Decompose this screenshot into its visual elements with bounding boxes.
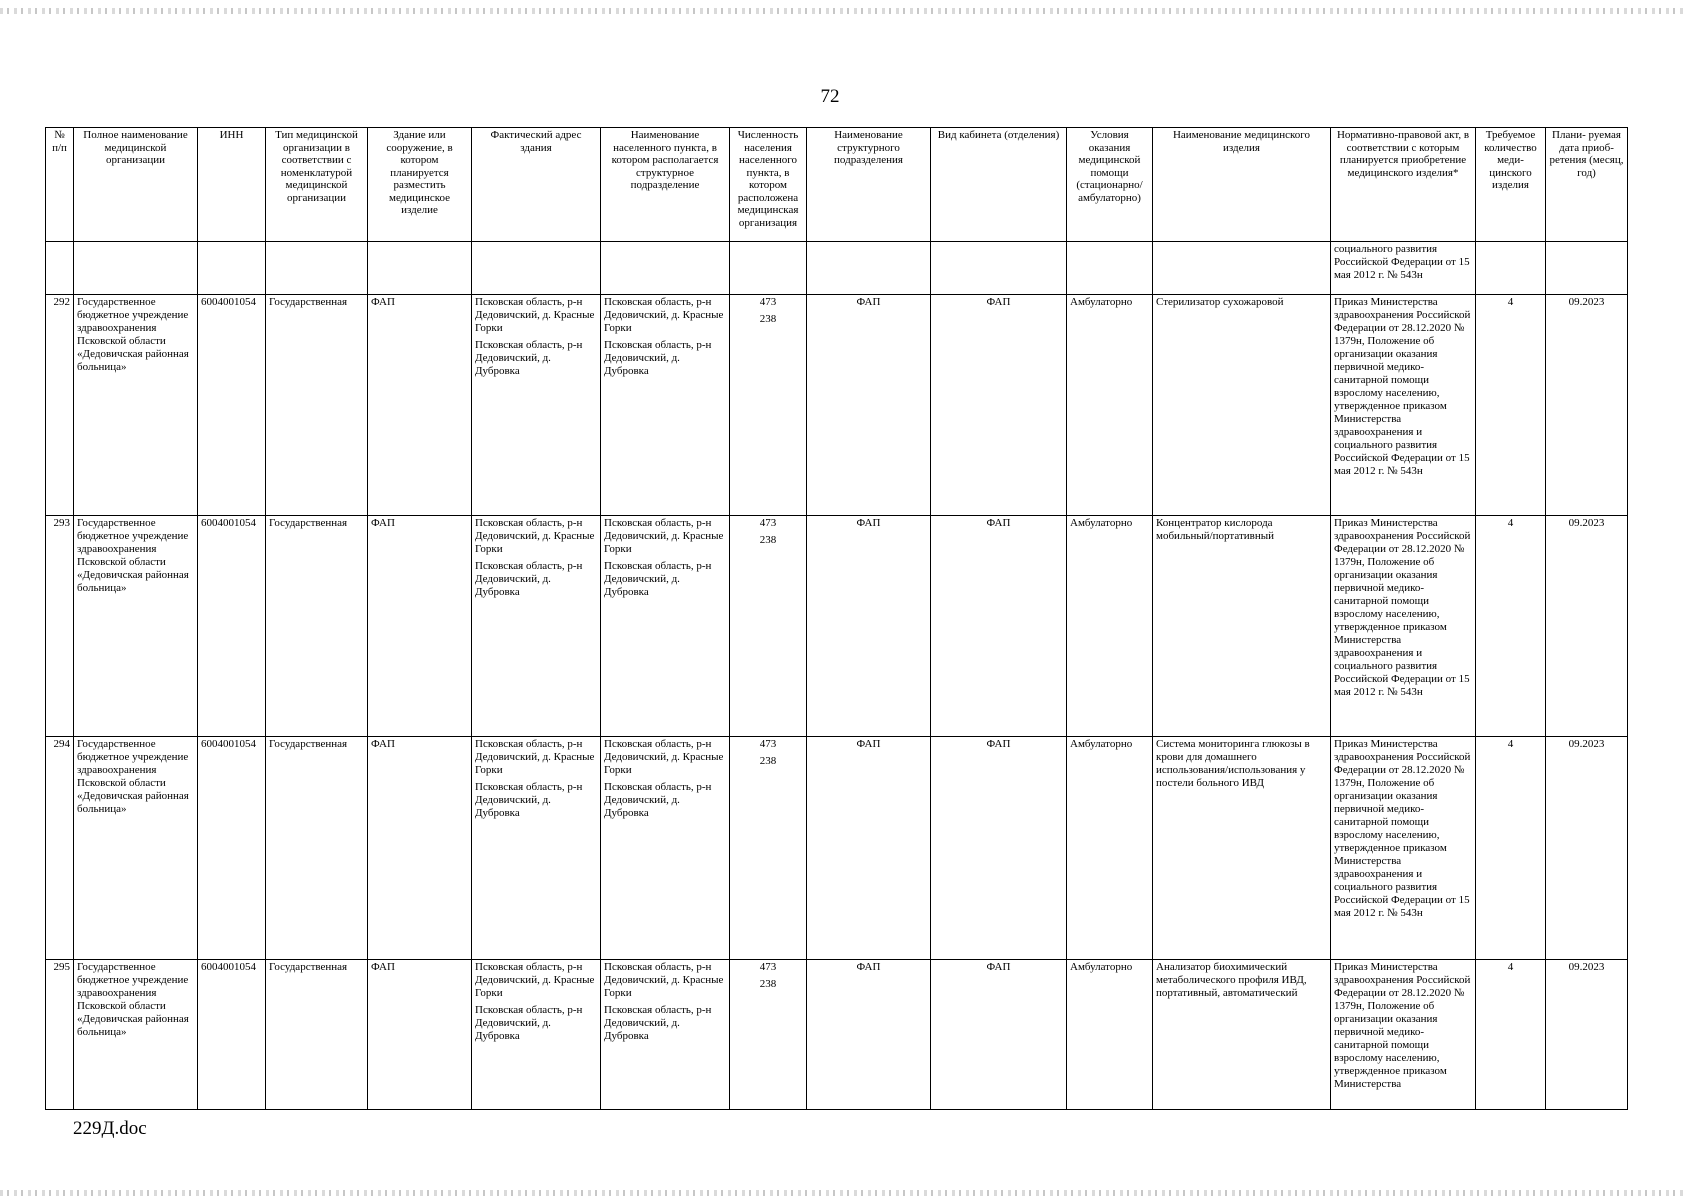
actual-address bbox=[472, 516, 601, 737]
footer-filename: 229Д.doc bbox=[73, 1118, 147, 1139]
org-name: Государственное бюджетное учреждение здравоохранения Псковской области «Дедовичская районная больница» bbox=[74, 295, 198, 516]
locality-line: Псковская область, р-н Дедовичский, д. Дубровка bbox=[604, 1004, 712, 1042]
population-value: 238 bbox=[759, 313, 777, 325]
row-number: 292 bbox=[46, 295, 74, 516]
continuation-act-text: социального развития Российской Федерации от 15 мая 2012 г. № 543н bbox=[1331, 242, 1476, 295]
org-type: Государственная bbox=[266, 960, 368, 1110]
cabinet-type: ФАП bbox=[931, 516, 1067, 737]
population-value: 473 bbox=[759, 961, 777, 973]
purchase-date: 09.2023 bbox=[1546, 960, 1628, 1110]
population-value: 238 bbox=[759, 534, 777, 546]
inn: 6004001054 bbox=[198, 516, 266, 737]
org-type: Государственная bbox=[266, 516, 368, 737]
header-cell: Требуемое количество меди- цинского изделия bbox=[1476, 128, 1546, 242]
table-row bbox=[46, 295, 1628, 516]
population-value: 473 bbox=[759, 296, 777, 308]
table-header-row bbox=[46, 128, 1628, 242]
inn: 6004001054 bbox=[198, 295, 266, 516]
care-conditions: Амбулаторно bbox=[1067, 295, 1153, 516]
structural-unit: ФАП bbox=[807, 295, 931, 516]
address-line: Псковская область, р-н Дедовичский, д. Дубровка bbox=[475, 1004, 583, 1042]
locality-line: Псковская область, р-н Дедовичский, д. Красные Горки bbox=[604, 961, 724, 999]
building: ФАП bbox=[368, 516, 472, 737]
row-number: 293 bbox=[46, 516, 74, 737]
table-row bbox=[46, 960, 1628, 1110]
device-name: Анализатор биохимический метаболического профиля ИВД, портативный, автоматический bbox=[1153, 960, 1331, 1110]
address-line: Псковская область, р-н Дедовичский, д. Красные Горки bbox=[475, 738, 595, 776]
header-cell: Фактический адрес здания bbox=[472, 128, 601, 242]
header-cell: Тип медицинской организации в соответствии с номенклатурой медицинской организации bbox=[266, 128, 368, 242]
cabinet-type: ФАП bbox=[931, 295, 1067, 516]
page-number: 72 bbox=[820, 86, 840, 107]
header-cell: Наименование структурного подразделения bbox=[807, 128, 931, 242]
locality-line: Псковская область, р-н Дедовичский, д. Красные Горки bbox=[604, 738, 724, 776]
locality-line: Псковская область, р-н Дедовичский, д. Дубровка bbox=[604, 781, 712, 819]
population-value: 473 bbox=[759, 517, 777, 529]
table-row bbox=[46, 737, 1628, 960]
row-number: 294 bbox=[46, 737, 74, 960]
device-name: Система мониторинга глюкозы в крови для домашнего использования/использования у постели больного ИВД bbox=[1153, 737, 1331, 960]
locality-line: Псковская область, р-н Дедовичский, д. Красные Горки bbox=[604, 517, 724, 555]
address-line: Псковская область, р-н Дедовичский, д. Красные Горки bbox=[475, 517, 595, 555]
scan-noise-top bbox=[0, 8, 1686, 14]
equipment-table bbox=[45, 127, 1628, 1110]
building: ФАП bbox=[368, 737, 472, 960]
actual-address bbox=[472, 295, 601, 516]
cabinet-type: ФАП bbox=[931, 737, 1067, 960]
population bbox=[730, 295, 807, 516]
actual-address bbox=[472, 737, 601, 960]
header-cell: Вид кабинета (отделения) bbox=[931, 128, 1067, 242]
locality-line: Псковская область, р-н Дедовичский, д. Красные Горки bbox=[604, 296, 724, 334]
address-line: Псковская область, р-н Дедовичский, д. Красные Горки bbox=[475, 961, 595, 999]
header-cell: Здание или сооружение, в котором планируется разместить медицинское изделие bbox=[368, 128, 472, 242]
care-conditions: Амбулаторно bbox=[1067, 960, 1153, 1110]
population bbox=[730, 960, 807, 1110]
quantity: 4 bbox=[1476, 516, 1546, 737]
population-value: 473 bbox=[759, 738, 777, 750]
inn: 6004001054 bbox=[198, 960, 266, 1110]
continuation-row bbox=[46, 242, 1628, 295]
quantity: 4 bbox=[1476, 295, 1546, 516]
header-cell: Плани- руемая дата приоб- ретения (месяц, год) bbox=[1546, 128, 1628, 242]
header-cell: Условия оказания медицинской помощи (стационарно/ амбулаторно) bbox=[1067, 128, 1153, 242]
scan-noise-bottom bbox=[0, 1190, 1686, 1196]
building: ФАП bbox=[368, 295, 472, 516]
population-value: 238 bbox=[759, 978, 777, 990]
device-name: Стерилизатор сухожаровой bbox=[1153, 295, 1331, 516]
structural-unit: ФАП bbox=[807, 516, 931, 737]
purchase-date: 09.2023 bbox=[1546, 295, 1628, 516]
org-type: Государственная bbox=[266, 737, 368, 960]
actual-address bbox=[472, 960, 601, 1110]
structural-unit: ФАП bbox=[807, 960, 931, 1110]
header-cell: Нормативно-правовой акт, в соответствии с которым планируется приобретение медицинского изделия* bbox=[1331, 128, 1476, 242]
quantity: 4 bbox=[1476, 960, 1546, 1110]
device-name: Концентратор кислорода мобильный/портативный bbox=[1153, 516, 1331, 737]
header-cell: Наименование населенного пункта, в котором располагается структурное подразделение bbox=[601, 128, 730, 242]
legal-act: Приказ Министерства здравоохранения Российской Федерации от 28.12.2020 № 1379н, Положение об организации оказания первичной медико-санитарной помощи взрослому населению, утвержденное приказом Министерства bbox=[1331, 960, 1476, 1110]
population bbox=[730, 516, 807, 737]
header-cell: № п/п bbox=[46, 128, 74, 242]
purchase-date: 09.2023 bbox=[1546, 737, 1628, 960]
locality bbox=[601, 516, 730, 737]
locality bbox=[601, 737, 730, 960]
cabinet-type: ФАП bbox=[931, 960, 1067, 1110]
legal-act: Приказ Министерства здравоохранения Российской Федерации от 28.12.2020 № 1379н, Положение об организации оказания первичной медико-санитарной помощи взрослому населению, утвержденное приказом Министерства здравоохранения и социального развития Российской Федерации от 15 мая 2012 г. № 543н bbox=[1331, 737, 1476, 960]
care-conditions: Амбулаторно bbox=[1067, 737, 1153, 960]
org-name: Государственное бюджетное учреждение здравоохранения Псковской области «Дедовичская районная больница» bbox=[74, 516, 198, 737]
address-line: Псковская область, р-н Дедовичский, д. Дубровка bbox=[475, 781, 583, 819]
locality bbox=[601, 960, 730, 1110]
table-row bbox=[46, 516, 1628, 737]
header-cell: Наименование медицинского изделия bbox=[1153, 128, 1331, 242]
row-number: 295 bbox=[46, 960, 74, 1110]
care-conditions: Амбулаторно bbox=[1067, 516, 1153, 737]
address-line: Псковская область, р-н Дедовичский, д. Дубровка bbox=[475, 560, 583, 598]
org-name: Государственное бюджетное учреждение здравоохранения Псковской области «Дедовичская районная больница» bbox=[74, 960, 198, 1110]
header-cell: Численность населения населенного пункта, в котором расположена медицинская организация bbox=[730, 128, 807, 242]
locality-line: Псковская область, р-н Дедовичский, д. Дубровка bbox=[604, 560, 712, 598]
locality bbox=[601, 295, 730, 516]
population bbox=[730, 737, 807, 960]
header-cell: Полное наименование медицинской организации bbox=[74, 128, 198, 242]
address-line: Псковская область, р-н Дедовичский, д. Дубровка bbox=[475, 339, 583, 377]
quantity: 4 bbox=[1476, 737, 1546, 960]
purchase-date: 09.2023 bbox=[1546, 516, 1628, 737]
building: ФАП bbox=[368, 960, 472, 1110]
population-value: 238 bbox=[759, 755, 777, 767]
address-line: Псковская область, р-н Дедовичский, д. Красные Горки bbox=[475, 296, 595, 334]
legal-act: Приказ Министерства здравоохранения Российской Федерации от 28.12.2020 № 1379н, Положение об организации оказания первичной медико-санитарной помощи взрослому населению, утвержденное приказом Министерства здравоохранения и социального развития Российской Федерации от 15 мая 2012 г. № 543н bbox=[1331, 516, 1476, 737]
inn: 6004001054 bbox=[198, 737, 266, 960]
org-name: Государственное бюджетное учреждение здравоохранения Псковской области «Дедовичская районная больница» bbox=[74, 737, 198, 960]
legal-act: Приказ Министерства здравоохранения Российской Федерации от 28.12.2020 № 1379н, Положение об организации оказания первичной медико-санитарной помощи взрослому населению, утвержденное приказом Министерства здравоохранения и социального развития Российской Федерации от 15 мая 2012 г. № 543н bbox=[1331, 295, 1476, 516]
structural-unit: ФАП bbox=[807, 737, 931, 960]
header-cell: ИНН bbox=[198, 128, 266, 242]
org-type: Государственная bbox=[266, 295, 368, 516]
locality-line: Псковская область, р-н Дедовичский, д. Дубровка bbox=[604, 339, 712, 377]
